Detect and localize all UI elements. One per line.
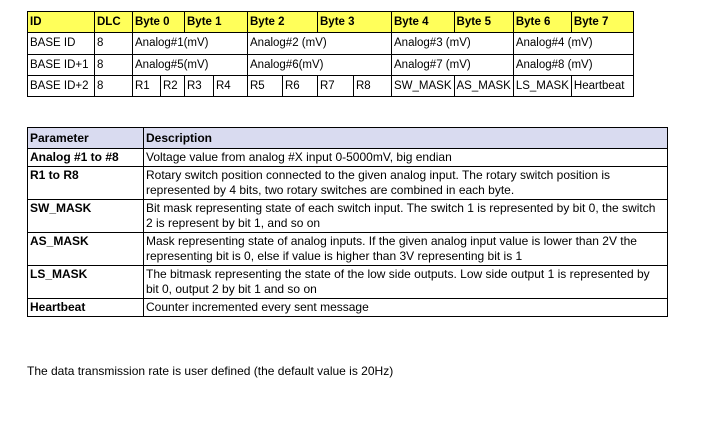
param-name: SW_MASK xyxy=(28,200,144,233)
param-name: LS_MASK xyxy=(28,266,144,299)
cell-r1: R1 xyxy=(133,76,161,97)
transmission-rate-note: The data transmission rate is user defined (the default value is 20Hz) xyxy=(27,364,394,378)
param-description: The bitmask representing the state of the low side outputs. Low side output 1 is represented by bit 0, output 2 by bit 1 and so on xyxy=(144,266,668,299)
param-description: Bit mask representing state of each switch input. The switch 1 is represented by bit 0, the switch 2 is represent by bit 1, and so on xyxy=(144,200,668,233)
parameter-table xyxy=(27,127,668,317)
header-byte-1: Byte 1 xyxy=(185,12,248,33)
row-id: BASE ID xyxy=(28,33,95,55)
cell-r5: R5 xyxy=(248,76,283,97)
cell-analog-4: Analog#4 (mV) xyxy=(513,33,633,55)
cell-as-mask: AS_MASK xyxy=(454,76,513,97)
can-frame-table xyxy=(27,11,634,97)
cell-r2: R2 xyxy=(161,76,185,97)
cell-analog-8: Analog#8 (mV) xyxy=(513,55,633,76)
header-id: ID xyxy=(28,12,95,33)
header-byte-3: Byte 3 xyxy=(318,12,392,33)
row-id: BASE ID+2 xyxy=(28,76,95,97)
cell-r4: R4 xyxy=(214,76,248,97)
cell-r8: R8 xyxy=(354,76,392,97)
header-byte-5: Byte 5 xyxy=(454,12,513,33)
row-dlc: 8 xyxy=(95,33,133,55)
table-header-row xyxy=(28,128,668,149)
table-row xyxy=(28,299,668,317)
header-byte-0: Byte 0 xyxy=(133,12,185,33)
cell-analog-3: Analog#3 (mV) xyxy=(392,33,514,55)
param-name: R1 to R8 xyxy=(28,167,144,200)
cell-sw-mask: SW_MASK xyxy=(392,76,455,97)
cell-heartbeat: Heartbeat xyxy=(571,76,633,97)
table-row xyxy=(28,200,668,233)
cell-r6: R6 xyxy=(283,76,318,97)
cell-analog-5: Analog#5(mV) xyxy=(133,55,248,76)
table-row xyxy=(28,33,634,55)
table-row xyxy=(28,266,668,299)
header-byte-4: Byte 4 xyxy=(392,12,455,33)
header-description: Description xyxy=(144,128,668,149)
header-parameter: Parameter xyxy=(28,128,144,149)
table-row xyxy=(28,76,634,97)
param-description: Rotary switch position connected to the given analog input. The rotary switch position is represented by 4 bits, two rotary switches are combined in each byte. xyxy=(144,167,668,200)
table-row xyxy=(28,149,668,167)
cell-ls-mask: LS_MASK xyxy=(513,76,571,97)
cell-analog-6: Analog#6(mV) xyxy=(248,55,392,76)
table-header-row xyxy=(28,12,634,33)
table-row xyxy=(28,233,668,266)
param-name: Analog #1 to #8 xyxy=(28,149,144,167)
cell-analog-2: Analog#2 (mV) xyxy=(248,33,392,55)
header-byte-2: Byte 2 xyxy=(248,12,318,33)
cell-analog-1: Analog#1(mV) xyxy=(133,33,248,55)
header-byte-6: Byte 6 xyxy=(513,12,571,33)
param-name: Heartbeat xyxy=(28,299,144,317)
header-dlc: DLC xyxy=(95,12,133,33)
row-dlc: 8 xyxy=(95,55,133,76)
param-description: Voltage value from analog #X input 0-5000mV, big endian xyxy=(144,149,668,167)
cell-r7: R7 xyxy=(318,76,354,97)
row-dlc: 8 xyxy=(95,76,133,97)
header-byte-7: Byte 7 xyxy=(571,12,633,33)
table-row xyxy=(28,167,668,200)
param-description: Mask representing state of analog inputs. If the given analog input value is lower than 2V the representing bit is 0, else if value is higher than 3V representing bit is 1 xyxy=(144,233,668,266)
cell-analog-7: Analog#7 (mV) xyxy=(392,55,514,76)
row-id: BASE ID+1 xyxy=(28,55,95,76)
cell-r3: R3 xyxy=(185,76,214,97)
table-row xyxy=(28,55,634,76)
param-description: Counter incremented every sent message xyxy=(144,299,668,317)
param-name: AS_MASK xyxy=(28,233,144,266)
